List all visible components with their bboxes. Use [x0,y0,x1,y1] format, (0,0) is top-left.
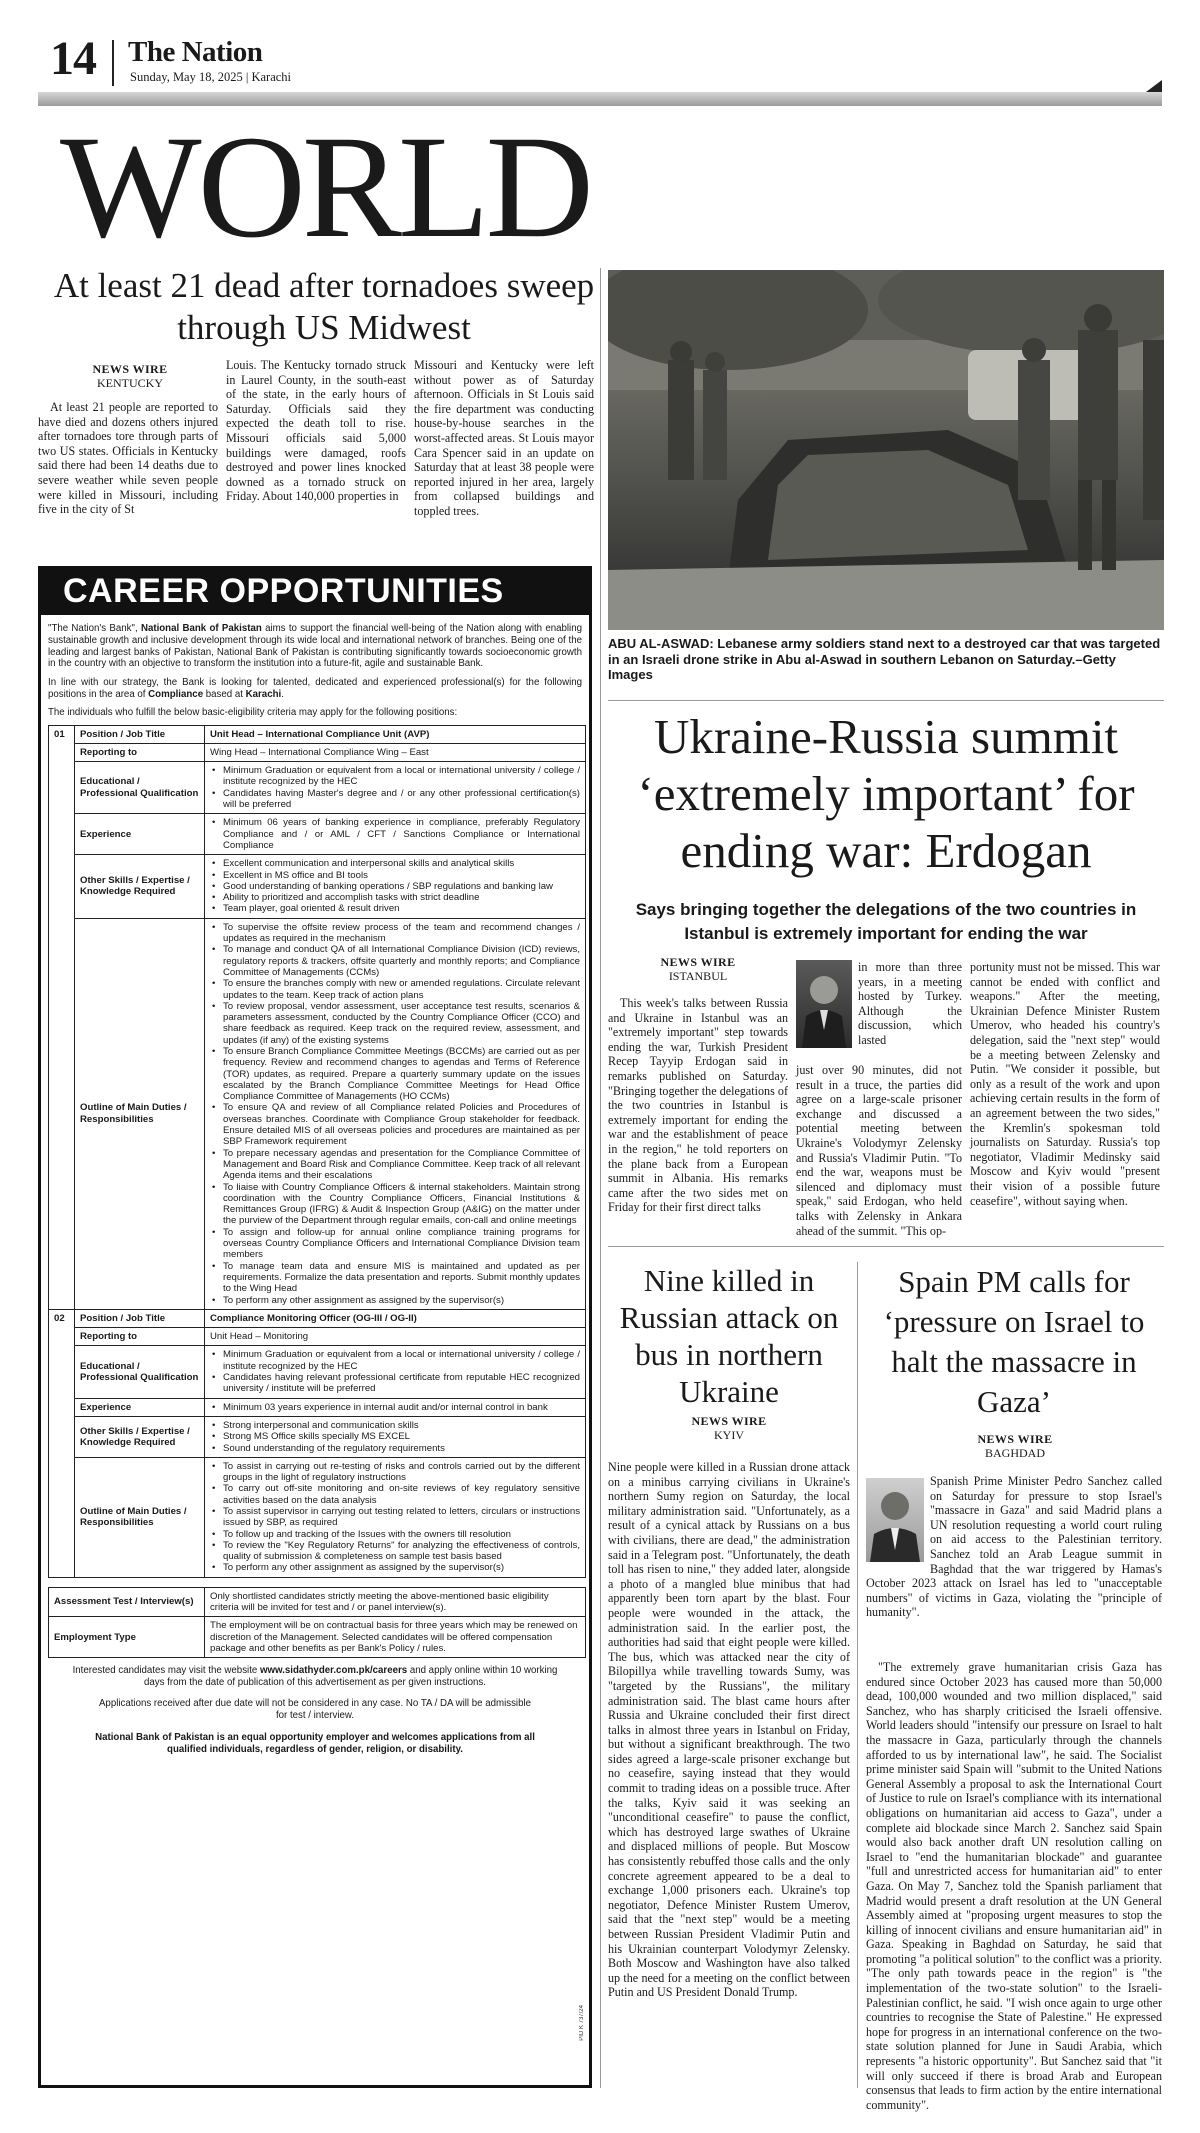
byline-place: KYIV [714,1428,744,1442]
career-ad [38,566,592,2088]
list-item: • To review proposal, vendor assessment, user acceptance test results, scenarios & parameters assessment, conducted by the Country Compliance Officer (CCO) and share feedback as required. Keep track on the required review, assessment, and updates (if any) of the existing systems [210,1001,580,1046]
due-date-note: Applications received after due date will not be considered in any case. No TA / DA will be admissible for test / interview. [98,1697,532,1721]
bullet-list [210,922,580,1306]
ad-intro-2 [48,677,582,701]
table-row [49,918,586,1309]
label-reporting: Reporting to [75,743,205,761]
label-education: Educational / Professional Qualification [75,1346,205,1398]
table-row [49,762,586,814]
assessment-label: Assessment Test / Interview(s) [49,1587,205,1617]
list-item: • To review the "Key Regulatory Returns" for analyzing the effectiveness of controls, quality of submission & completeness on sample test basis based [210,1540,580,1563]
list-item: • Ability to prioritized and accomplish tasks with strict deadline [210,892,580,903]
duties-list [205,1457,586,1577]
ukraine-col-2b [796,1063,962,1238]
article-text: This week's talks between Russia and Ukraine in Istanbul was an "extremely important" step towards ending the war, Turkish President Recep Tayyip Erdogan said in remarks published on Saturday. "Bringing together the delegations of the two countries in Istanbul is extremely important for ending the war and the establishment of peace in the region," he told reporters on the plane back from a European summit in Albania. His remarks came after the two sides met on Friday for their first direct talks [608,996,788,1215]
byline-place: KENTUCKY [97,376,163,390]
column-divider [600,268,601,2088]
list-item: • To ensure Branch Compliance Committee Meetings (BCCMs) are carried out as per frequency. Review and recommend changes to agendas and Terms of Reference (TOR) updates, as required. Prepare a quarterly summary update on the issues escalated by the Branch Compliance Committee Meetings for Head Office Compliance Committee of Managements (HO CCMs) [210,1046,580,1102]
label-reporting: Reporting to [75,1328,205,1346]
table-row [49,814,586,855]
city: Karachi [245,688,282,700]
spain-byline [950,1432,1080,1460]
list-item: • Minimum Graduation or equivalent from a local or international university / college / institute recognized by the HEC [210,1349,580,1372]
ukraine-subhead: Says bringing together the delegations of the two countries in Istanbul is extremely important for ending the war [635,900,1137,943]
byline-place: BAGHDAD [985,1446,1045,1460]
list-item: • To supervise the offsite review process of the team and recommend changes / updates as required in the mechanism [210,922,580,945]
ad-intro-text: "The Nation's Bank", [48,623,141,634]
duties-list [205,918,586,1309]
article-text: in more than three years, in a meeting hosted by Turkey. Although the discussion, which lasted [858,960,962,1047]
header-bar [38,92,1162,106]
spain-intro [866,1474,1162,1620]
spain-intro-text: Spanish Prime Minister Pedro Sanchez called on Saturday for pressure to stop Israel's "massacre in Gaza" and said Madrid plans a UN resolution requesting a world court ruling on aid access to the Palestinian territory. Sanchez told an Arab League summit in Baghdad that the war triggered by Hamas's October 2023 attack on Israel has led to "unacceptable numbers" of victims in Gaza, violating the "principle of humanity". [866,1474,1162,1620]
lebanon-photo [608,270,1164,630]
table-row [49,743,586,761]
photo-wrap-spacer [866,1474,930,1562]
label-duties: Outline of Main Duties / Responsibilities [75,1457,205,1577]
bullet-list [210,1402,580,1413]
date-line: Sunday, May 18, 2025 | Karachi [130,70,292,84]
list-item: • To perform any other assignment as assigned by the supervisor(s) [210,1562,580,1573]
article-text: At least 21 people are reported to have died and dozens others injured after tornadoes tore through parts of two US states. Officials in Kentucky said there had been 14 deaths due to severe weather while seven people were killed in Missouri, including five in the city of St [38,400,218,517]
list-item: • Sound understanding of the regulatory requirements [210,1443,580,1454]
byline-agency: NEWS WIRE [660,955,736,969]
paper-name: The Nation [128,36,263,68]
ukraine-headline: Ukraine-Russia summit ‘extremely important’ for ending war: Erdogan [637,709,1135,878]
bullet-list [210,765,580,810]
ukraine-col-1 [608,996,788,1215]
byline-agency: NEWS WIRE [92,362,168,376]
list-item: • Good understanding of banking operations / SBP regulations and banking law [210,881,580,892]
table-row [49,1328,586,1346]
section-rule [608,1246,1164,1247]
spain-headline: Spain PM calls for ‘pressure on Israel to halt the massacre in Gaza’ [883,1264,1145,1419]
byline-agency: NEWS WIRE [691,1414,767,1428]
education-list [205,762,586,814]
experience-list [205,814,586,855]
ad-intro-text: aims to support the financial well-being of the Nation along with enabling sustainable growth and inclusive development through its wide local and international network of branches. Being one of the leading and largest banks of Pakistan, National Bank of Pakistan is contributing significantly towards socioeconomic growth in the country with an objective to transform the institution into a future-fit, agile and sustainable Bank. [48,623,582,670]
tornado-headline: At least 21 dead after tornadoes sweep through US Midwest [53,266,595,347]
section-rule [608,700,1164,701]
table-row [49,1587,586,1617]
list-item: • Minimum Graduation or equivalent from a local or international university / college / institute recognized by the HEC [210,765,580,788]
table-row [49,725,586,743]
education-list [205,1346,586,1398]
employment-text: The employment will be on contractual basis for three years which may be renewed on discretion of the Management. Selected candidates will be offered compensation package and other benefits as per Bank's Policy / rules. [205,1617,586,1658]
spain-body [866,1660,1162,2112]
position-number: 01 [49,725,75,1309]
experience-list [205,1398,586,1416]
article-text: just over 90 minutes, did not result in a truce, the parties did agree on a large-scale prisoner exchange and discussed a potential meeting between Ukraine's Volodymyr Zelensky and Russia's Vladimir Putin. "To end the war, weapons must be silenced and diplomacy must speak," said Erdogan, who held talks with Zelensky in Ankara ahead of the summit. "This op- [796,1063,962,1238]
ad-intro [48,623,582,670]
positions-table [48,725,586,1578]
tornado-col-1 [38,400,218,517]
article-text: Louis. The Kentucky tornado struck in Laurel County, in the south-east of the state, in the early hours of Saturday. Officials said they expected the death toll to rise. Missouri officials said 5,000 buildings were damaged, roofs destroyed and power lines knocked downed as a tornado struck on Friday. About 140,000 properties in [226,358,406,504]
tornado-byline [40,362,220,390]
list-item: • To liaise with Country Compliance Officers & internal stakeholders. Maintain strong coordination with the Country Compliance Officers, Financial Institutions & Remittances Group (IFRG) & Audit & Inspection Group (A&IG) on the matter under the purview of the Department through regular emails, con-call and online meetings [210,1182,580,1227]
list-item: • Team player, goal oriented & result driven [210,903,580,914]
list-item: • Excellent communication and interpersonal skills and analytical skills [210,858,580,869]
list-item: • Strong interpersonal and communication skills [210,1420,580,1431]
table-row [49,1398,586,1416]
ad-intro-3: The individuals who fulfill the below basic-eligibility criteria may apply for the following positions: [48,706,458,718]
careers-link[interactable]: www.sidathyder.com.pk/careers [259,1665,408,1677]
equal-opportunity-note: National Bank of Pakistan is an equal opportunity employer and welcomes applications from all qualified individuals, regardless of gender, religion, or disability. [95,1732,535,1756]
assessment-text: Only shortlisted candidates strictly meeting the above-mentioned basic eligibility criteria will be invited for test and / or panel interview(s). [205,1587,586,1617]
bullet-list [210,1420,580,1454]
tornado-col-3 [414,358,594,519]
bank-name: National Bank of Pakistan [140,623,262,634]
list-item: • To manage and conduct QA of all International Compliance Division (ICD) reviews, regulatory reports & trackers, offsite quarterly and monthly reports; and Compliance Committee of Managements (CCMs) [210,944,580,978]
list-item: • To assist supervisor in carrying out testing related to letters, circulars or instructions issued by SBP, as required [210,1506,580,1529]
header-bar-corner [1146,80,1162,92]
terms-table [48,1587,586,1658]
tornado-col-2 [226,358,406,504]
erdogan-photo [796,960,852,1048]
table-row [49,1457,586,1577]
label-experience: Experience [75,1398,205,1416]
skills-list [205,855,586,918]
byline-place: ISTANBUL [668,969,728,983]
table-row [49,1617,586,1658]
reporting-to: Unit Head – Monitoring [205,1328,586,1346]
column-divider [857,1262,858,2088]
skills-list [205,1416,586,1457]
label-position: Position / Job Title [75,725,205,743]
reporting-to: Wing Head – International Compliance Wing – East [205,743,586,761]
table-row [49,1309,586,1327]
section-title: WORLD [60,105,590,269]
bus-byline [608,1414,850,1442]
list-item: • To ensure the branches comply with new or amended regulations. Circulate relevant updates to the team. Keep track of action plans [210,978,580,1001]
bullet-list [210,1461,580,1574]
list-item: • To prepare necessary agendas and presentation for the Compliance Committee of Management and Board Risk and Compliance Committee. Keep track of all relevant Agenda items and their escalations [210,1148,580,1182]
list-item: • Strong MS Office skills specially MS EXCEL [210,1431,580,1442]
table-row [49,855,586,918]
apply-text: Interested candidates may visit the website [72,1665,260,1677]
byline-agency: NEWS WIRE [977,1432,1053,1446]
list-item: • Minimum 03 years experience in internal audit and/or internal control in bank [210,1402,580,1413]
list-item: • To assist in carrying out re-testing of risks and controls carried out by the different groups in the light of regulatory instructions [210,1461,580,1484]
ad-pid: PID K 737/24 [579,2005,585,2041]
ukraine-col-2a [858,960,962,1048]
article-text: "The extremely grave humanitarian crisis Gaza has endured since October 2023 has caused more than 50,000 dead, 100,000 wounded and two million displaced," said Sanchez, who has sharply criticised the Israeli offensive. World leaders should "intensify our pressure on Israel to halt the massacre in Gaza, particularly through the channels afforded to us by international law", he said. The Socialist prime minister said Spain will "submit to the United Nations General Assembly a proposal to ask the International Court of Justice to rule on Israel's compliance with its international obligations on humanitarian aid access to Gaza", under a complete aid blockade since March 2. Sanchez said Spain would also back another draft UN resolution calling on Israel to "end the humanitarian blockade" and guarantee "full and unrestricted access for humanitarian aid" to enter Gaza. On May 7, Sanchez told the Spanish parliament that Madrid would present a draft resolution at the UN General Assembly aimed at "proposing urgent measures to stop the killing of innocent civilians and ensure humanitarian aid" in Gaza. Speaking in Baghdad on Saturday, he said that promoting "a political solution" to the conflict was a priority. "The only path towards peace in the region" is "the implementation of the two-state solution" to the Israeli-Palestinian conflict, he said. "I wish once again to urge other countries to recognise the State of Palestine." He expressed hope for progress in an international conference on the two-state solution planned for June in Saudi Arabia, which represents "a historic opportunity". But Sanchez said that "it will only succeed if there is broad Arab and European consensus that leads to firm action by the entire international community". [866,1660,1162,2112]
list-item: • To follow up and tracking of the Issues with the owners till resolution [210,1529,580,1540]
table-row [49,1346,586,1398]
label-skills: Other Skills / Expertise / Knowledge Required [75,855,205,918]
article-text: Missouri and Kentucky were left without power as of Saturday afternoon. Officials in St Louis said the fire department was conducting house-by-house searches in the worst-affected areas. St Louis mayor Cara Spencer said in an update on Saturday that at least 38 people were reported injured in her area, largely from collapsed buildings and toppled trees. [414,358,594,518]
list-item: • To assign and follow-up for annual online compliance training programs for overseas Country Compliance Officers and International Compliance Division team members [210,1227,580,1261]
list-item: • Minimum 06 years of banking experience in compliance, preferably Regulatory Compliance and / or AML / CFT / Sanctions Compliance or International Compliance [210,817,580,851]
destroyed-car-soldiers-image [608,270,1164,630]
list-item: • Candidates having Master's degree and / or any other professional certification(s) will be preferred [210,788,580,811]
list-item: • To manage team data and ensure MIS is maintained and updated as per requirements. Formalize the data presentation and reports. Submit monthly updates to the Wing Head [210,1261,580,1295]
masthead-divider [112,40,114,86]
label-education: Educational / Professional Qualification [75,762,205,814]
article-text: portunity must not be missed. This war cannot be ended with conflict and weapons." After the meeting, Ukrainian Defence Minister Rustem Umerov, who headed his country's delegation, said the "next step" would be a meeting between Zelensky and Putin. "We consider it possible, but only as a result of the work and upon achieving certain results in the form of an agreement between the two sides," the Kremlin's spokesman told journalists on Saturday. Russia's top negotiator, Vladimir Medinsky said Moscow and Kyiv would "present their vision of a possible future ceasefire", without saying when. [970,960,1160,1208]
table-row [49,1416,586,1457]
photo-caption: ABU AL-ASWAD: Lebanese army soldiers stand next to a destroyed car that was targeted in an Israeli drone strike in Abu al-Aswad in southern Lebanon on Saturday.–Getty Images [608,636,1161,682]
list-item: • Candidates having relevant professional certificate from reputable HEC recognized university / institute will be preferred [210,1372,580,1395]
label-skills: Other Skills / Expertise / Knowledge Required [75,1416,205,1457]
article-text: Nine people were killed in a Russian drone attack on a minibus carrying civilians in Ukraine's northern Sumy region on Saturday, the local military administration said. "Unfortunately, as a result of a cynical attack by Russians on a bus with civilians, there are dead," the administration said in a Telegram post. "Unfortunately, the death toll has risen to nine," they added later, alongside a photo of a mangled blue minibus that had apparently been torn apart by the blast. Four people were wounded in the attack, the administration said. In the earlier post, the authorities had said that eight people were killed. The bus, which was attacked near the city of Bilopillya while travelling towards Sumy, was "targeted by the Russians", the military administration said. The blast came hours after Russia and Ukraine concluded their first direct talks in almost three years in Istanbul on Friday, but without a significant breakthrough. The two sides agreed a large-scale prisoner exchange but no ceasefire, saying instead that they would commit to trading ideas on a possible truce. After the talks, Kyiv said it was seeking an "unconditional ceasefire" to pause the conflict, which has destroyed large swathes of Ukraine and displaced millions of people. But Moscow has consistently rebuffed those calls and the only concrete agreement appeared to be a deal to exchange 1,000 prisoners each. Ukraine's top negotiator, Defence Minister Rustem Umerov, said that the "next step" would be a meeting between Russian President Vladimir Putin and his Ukrainian counterpart Volodymyr Zelensky. Both Moscow and Washington have also talked up the need for a meeting on the conflict between Putin and US President Donald Trump. [608,1460,850,2000]
position-title: Compliance Monitoring Officer (OG-III / OG-II) [205,1309,586,1327]
bullet-list [210,1349,580,1394]
label-position: Position / Job Title [75,1309,205,1327]
bus-headline: Nine killed in Russian attack on bus in northern Ukraine [619,1263,839,1409]
list-item: • Excellent in MS office and BI tools [210,870,580,881]
list-item: • To carry out off-site monitoring and on-site reviews of key regulatory sensitive activities based on the data analysis [210,1483,580,1506]
label-experience: Experience [75,814,205,855]
list-item: • To ensure QA and review of all Compliance related Policies and Procedures of overseas branches. Coordinate with Compliance Group stakeholder for feedback. Ensure detailed MIS of all overseas policies and procedures are maintained as per SBP Framework requirement [210,1102,580,1147]
employment-label: Employment Type [49,1617,205,1658]
compliance-area: Compliance [148,688,204,700]
ad-intro-text: . [281,688,284,700]
page-number: 14 [50,32,96,85]
apply-text: and apply online within 10 working days from the date of publication of this advertisement as per given instructions. [144,1665,558,1689]
label-duties: Outline of Main Duties / Responsibilities [75,918,205,1309]
ad-intro-text: based at [203,688,246,700]
apply-instructions [48,1665,582,1689]
article-text [866,1474,1162,1620]
bullet-list [210,858,580,914]
position-title: Unit Head – International Compliance Unit (AVP) [205,725,586,743]
ukraine-col-3 [970,960,1160,1208]
erdogan-portrait-image [796,960,852,1048]
bullet-list [210,817,580,851]
position-number: 02 [49,1309,75,1577]
bus-body [608,1460,850,2000]
ad-title: CAREER OPPORTUNITIES [41,569,589,615]
ukraine-byline [608,955,788,983]
list-item: • To perform any other assignment as assigned by the supervisor(s) [210,1295,580,1306]
ad-intro-text: In line with our strategy, the Bank is looking for talented, dedicated and experienced professional(s) for the following positions in the area of [48,677,582,700]
